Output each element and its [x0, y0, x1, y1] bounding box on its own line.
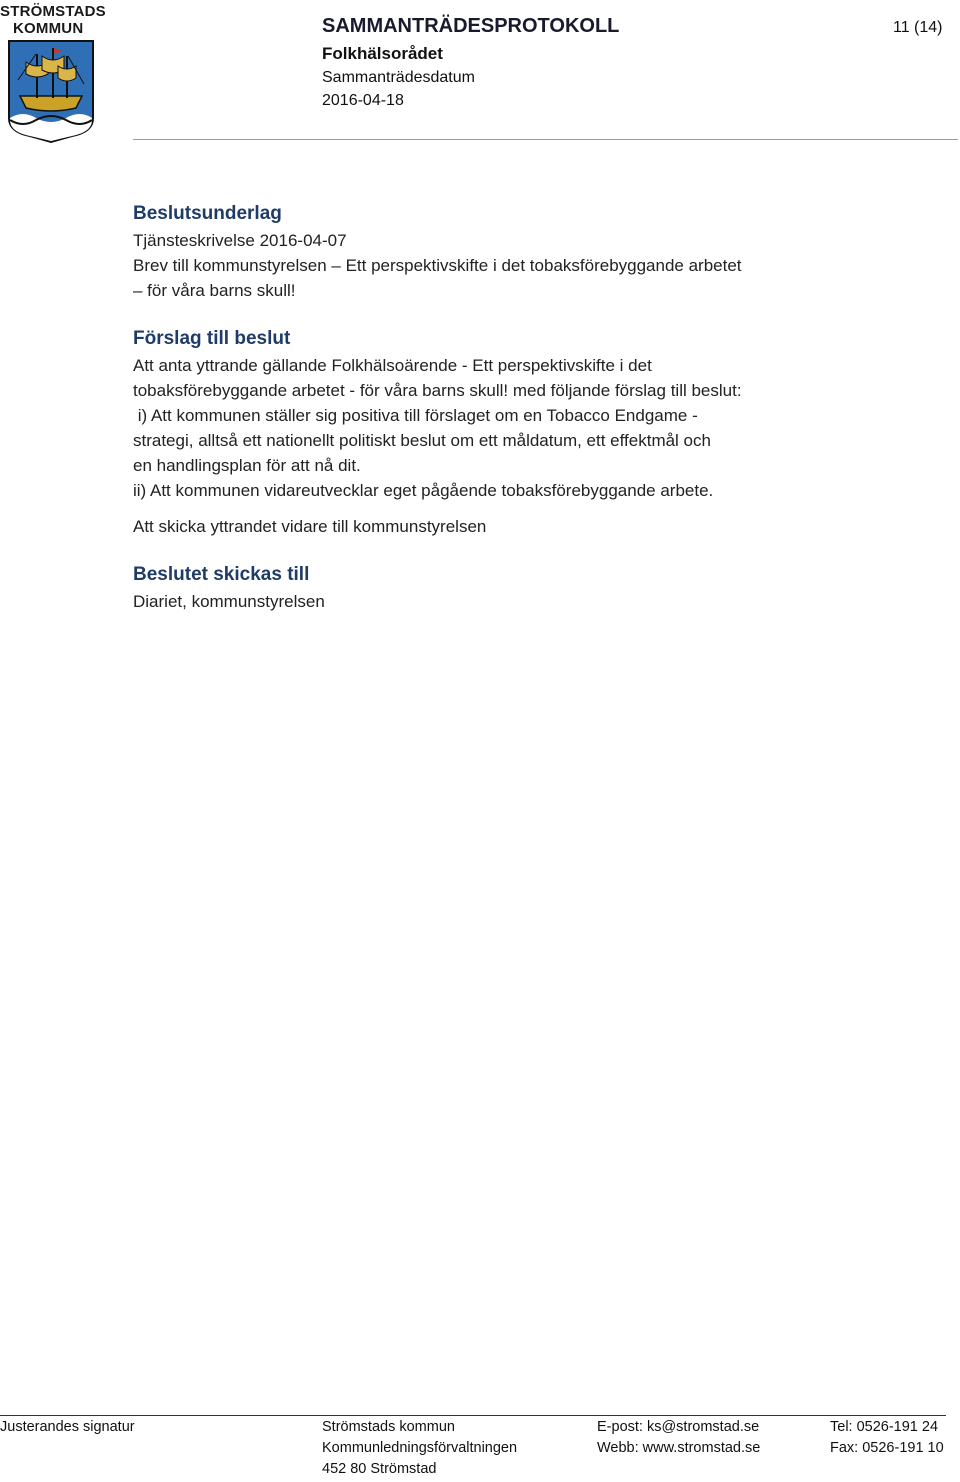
forslag-closing-line: Att skicka yttrandet vidare till kommunstyrelsen: [133, 517, 487, 536]
section-heading-forslag: Förslag till beslut: [133, 328, 291, 349]
footer-department: Kommunledningsförvaltningen: [322, 1440, 518, 1456]
body-line: Att anta yttrande gällande Folkhälsoärende - Ett perspektivskifte i det: [133, 356, 652, 375]
body-line: ii) Att kommunen vidareutvecklar eget pågående tobaksförebyggande arbete.: [133, 481, 714, 500]
footer-web: Webb: www.stromstad.se: [597, 1440, 761, 1456]
page-number: 11 (14): [893, 19, 943, 36]
signature-label: Justerandes signatur: [0, 1419, 135, 1435]
committee-name: Folkhälsorådet: [322, 44, 443, 63]
section-heading-skickas: Beslutet skickas till: [133, 564, 310, 585]
section-body-forslag: [133, 353, 742, 503]
logo-text-line1: STRÖMSTADS: [0, 3, 106, 20]
section-body-skickas: Diariet, kommunstyrelsen: [133, 592, 325, 611]
footer-fax: Fax: 0526-191 10: [830, 1440, 944, 1456]
body-line: – för våra barns skull!: [133, 281, 296, 300]
body-line: strategi, alltså ett nationellt politiskt beslut om ett måldatum, ett effektmål och: [133, 431, 711, 450]
meeting-date: 2016-04-18: [322, 92, 404, 109]
meeting-date-label: Sammanträdesdatum: [322, 69, 475, 86]
section-body-beslutsunderlag: [133, 228, 742, 303]
footer-email: E-post: ks@stromstad.se: [597, 1419, 760, 1435]
footer-org-name: Strömstads kommun: [322, 1419, 455, 1435]
section-heading-beslutsunderlag: Beslutsunderlag: [133, 203, 282, 224]
header-divider: [133, 139, 958, 140]
footer-divider: [0, 1415, 946, 1416]
body-line: Brev till kommunstyrelsen – Ett perspektivskifte i det tobaksförebyggande arbetet: [133, 256, 742, 275]
logo-text-line2: KOMMUN: [13, 20, 84, 37]
body-line: tobaksförebyggande arbetet - för våra barns skull! med följande förslag till beslut:: [133, 381, 742, 400]
footer-tel: Tel: 0526-191 24: [830, 1419, 939, 1435]
coat-of-arms-icon: [8, 40, 94, 144]
body-line: i) Att kommunen ställer sig positiva till förslaget om en Tobacco Endgame -: [133, 406, 698, 425]
footer-address: 452 80 Strömstad: [322, 1461, 437, 1477]
body-line: Tjänsteskrivelse 2016-04-07: [133, 231, 347, 250]
document-title: SAMMANTRÄDESPROTOKOLL: [322, 15, 620, 37]
body-line: en handlingsplan för att nå dit.: [133, 456, 361, 475]
